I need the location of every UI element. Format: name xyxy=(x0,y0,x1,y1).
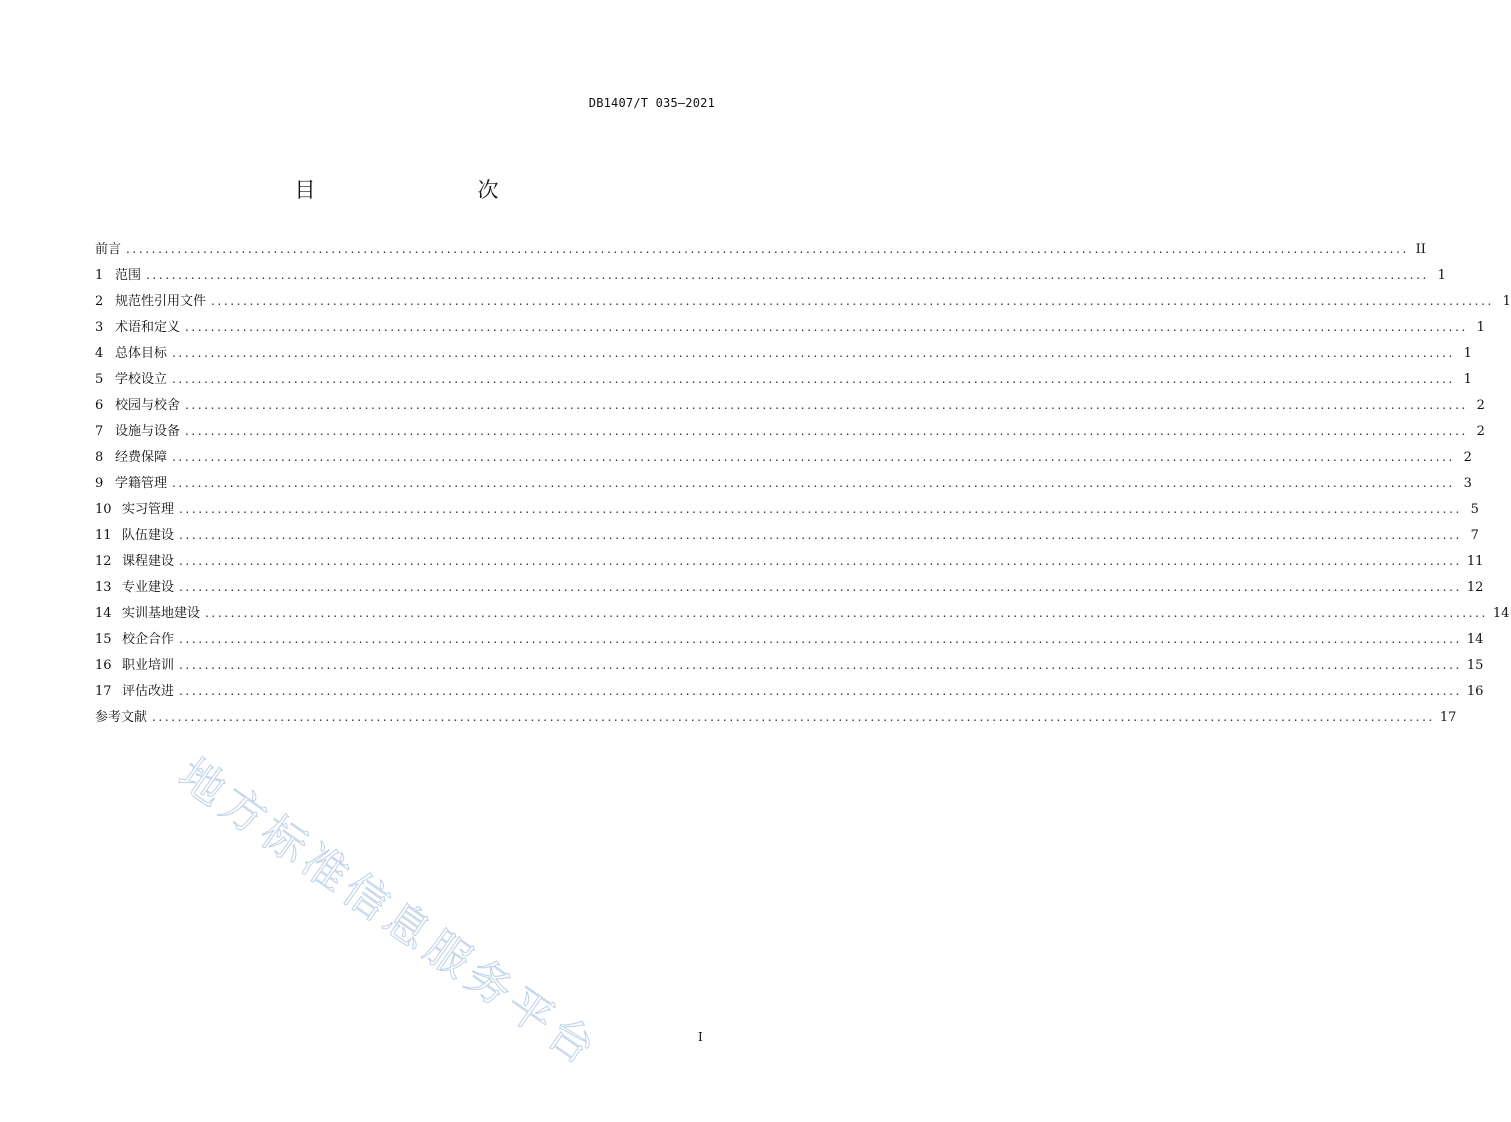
toc-entry-page: 17 xyxy=(1439,710,1457,725)
toc-leader-dots: ........................................................................................................................................................................................................ xyxy=(172,476,1455,490)
toc-entry-number: 12 xyxy=(95,554,112,569)
toc-entry-page: 3 xyxy=(1463,476,1472,491)
toc-entry-label: 设施与设备 xyxy=(115,424,181,439)
toc-entry-page: 1 xyxy=(1476,320,1485,335)
toc-entry[interactable] xyxy=(95,340,1472,366)
toc-entry-label: 学校设立 xyxy=(115,372,168,387)
page-number: I xyxy=(698,1030,703,1044)
toc-entry-label: 队伍建设 xyxy=(122,528,175,543)
toc-leader-dots: ........................................................................................................................................................................................................ xyxy=(172,372,1455,386)
toc-entry-label: 经费保障 xyxy=(115,450,168,465)
toc-entry[interactable] xyxy=(95,678,1484,704)
table-of-contents xyxy=(95,236,1511,730)
toc-entry-number: 16 xyxy=(95,658,112,673)
toc-entry[interactable] xyxy=(95,444,1472,470)
toc-entry-number: 1 xyxy=(95,268,104,283)
toc-leader-dots: ........................................................................................................................................................................................................ xyxy=(146,268,1429,282)
toc-entry-number: 14 xyxy=(95,606,112,621)
toc-entry[interactable] xyxy=(95,522,1479,548)
toc-entry[interactable] xyxy=(95,262,1446,288)
toc-leader-dots: ........................................................................................................................................................................................................ xyxy=(179,554,1462,568)
toc-leader-dots: ........................................................................................................................................................................................................ xyxy=(179,658,1462,672)
toc-entry-number: 4 xyxy=(95,346,104,361)
toc-entry-page: 11 xyxy=(1466,554,1484,569)
toc-leader-dots: ........................................................................................................................................................................................................ xyxy=(179,502,1462,516)
toc-entry-page: II xyxy=(1415,242,1426,257)
toc-entry-label: 职业培训 xyxy=(122,658,175,673)
toc-entry-label: 规范性引用文件 xyxy=(115,294,207,309)
toc-entry-label: 实习管理 xyxy=(122,502,175,517)
toc-leader-dots: ........................................................................................................................................................................................................ xyxy=(152,710,1435,724)
toc-entry[interactable] xyxy=(95,600,1510,626)
toc-leader-dots: ........................................................................................................................................................................................................ xyxy=(179,528,1462,542)
toc-entry-number: 2 xyxy=(95,294,104,309)
toc-entry-page: 2 xyxy=(1476,398,1485,413)
toc-entry[interactable] xyxy=(95,236,1426,262)
toc-leader-dots: ........................................................................................................................................................................................................ xyxy=(185,320,1468,334)
toc-entry[interactable] xyxy=(95,314,1485,340)
toc-entry-label: 前言 xyxy=(95,242,122,257)
toc-entry-page: 14 xyxy=(1492,606,1510,621)
toc-entry-label: 参考文献 xyxy=(95,710,148,725)
toc-entry-number: 3 xyxy=(95,320,104,335)
toc-entry[interactable] xyxy=(95,626,1484,652)
toc-entry[interactable] xyxy=(95,548,1484,574)
toc-entry-page: 1 xyxy=(1502,294,1511,309)
toc-entry-label: 课程建设 xyxy=(122,554,175,569)
toc-leader-dots: ........................................................................................................................................................................................................ xyxy=(172,346,1455,360)
toc-entry-number: 13 xyxy=(95,580,112,595)
toc-entry-number: 9 xyxy=(95,476,104,491)
toc-entry-label: 范围 xyxy=(115,268,142,283)
toc-entry-page: 1 xyxy=(1437,268,1446,283)
toc-entry-number: 10 xyxy=(95,502,112,517)
toc-entry-number: 15 xyxy=(95,632,112,647)
toc-entry-page: 2 xyxy=(1476,424,1485,439)
toc-entry-number: 6 xyxy=(95,398,104,413)
toc-entry-number: 17 xyxy=(95,684,112,699)
toc-entry[interactable] xyxy=(95,366,1472,392)
toc-title: 目 次 xyxy=(294,178,539,202)
toc-entry-page: 1 xyxy=(1463,372,1472,387)
toc-entry-label: 评估改进 xyxy=(122,684,175,699)
toc-entry[interactable] xyxy=(95,574,1484,600)
toc-entry-page: 5 xyxy=(1470,502,1479,517)
toc-entry-page: 7 xyxy=(1470,528,1479,543)
toc-leader-dots: ........................................................................................................................................................................................................ xyxy=(211,294,1494,308)
toc-entry-label: 专业建设 xyxy=(122,580,175,595)
toc-leader-dots: ........................................................................................................................................................................................................ xyxy=(179,580,1462,594)
toc-entry[interactable] xyxy=(95,392,1485,418)
toc-entry-number: 11 xyxy=(95,528,112,543)
toc-entry-page: 15 xyxy=(1466,658,1484,673)
toc-entry[interactable] xyxy=(95,418,1485,444)
toc-leader-dots: ........................................................................................................................................................................................................ xyxy=(185,424,1468,438)
toc-entry[interactable] xyxy=(95,652,1484,678)
toc-entry-page: 12 xyxy=(1466,580,1484,595)
toc-entry[interactable] xyxy=(95,704,1457,730)
toc-leader-dots: ........................................................................................................................................................................................................ xyxy=(179,684,1462,698)
toc-entry-number: 5 xyxy=(95,372,104,387)
toc-leader-dots: ........................................................................................................................................................................................................ xyxy=(185,398,1468,412)
toc-entry[interactable] xyxy=(95,496,1479,522)
toc-entry-number: 7 xyxy=(95,424,104,439)
toc-leader-dots: ........................................................................................................................................................................................................ xyxy=(205,606,1488,620)
document-code: DB1407/T 035—2021 xyxy=(588,96,715,110)
toc-entry[interactable] xyxy=(95,470,1472,496)
toc-entry-page: 1 xyxy=(1463,346,1472,361)
toc-entry-page: 14 xyxy=(1466,632,1484,647)
watermark: 地方标准信息服务平台 xyxy=(169,749,609,1078)
toc-entry-number: 8 xyxy=(95,450,104,465)
toc-entry[interactable] xyxy=(95,288,1511,314)
toc-leader-dots: ........................................................................................................................................................................................................ xyxy=(179,632,1462,646)
toc-entry-page: 16 xyxy=(1466,684,1484,699)
toc-entry-page: 2 xyxy=(1463,450,1472,465)
toc-leader-dots: ........................................................................................................................................................................................................ xyxy=(126,242,1409,256)
toc-entry-label: 实训基地建设 xyxy=(122,606,201,621)
toc-entry-label: 学籍管理 xyxy=(115,476,168,491)
toc-entry-label: 术语和定义 xyxy=(115,320,181,335)
toc-entry-label: 校园与校舍 xyxy=(115,398,181,413)
toc-entry-label: 总体目标 xyxy=(115,346,168,361)
toc-entry-label: 校企合作 xyxy=(122,632,175,647)
toc-leader-dots: ........................................................................................................................................................................................................ xyxy=(172,450,1455,464)
